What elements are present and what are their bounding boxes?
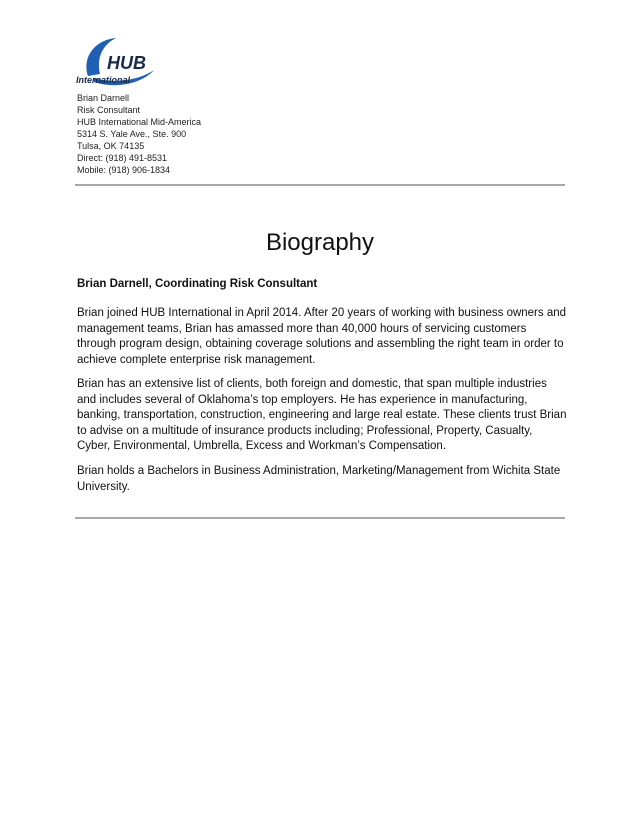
- contact-name: Brian Darnell: [77, 93, 130, 103]
- contact-city: Tulsa, OK 74135: [77, 141, 145, 151]
- bio-paragraph: Brian has an extensive list of clients, both foreign and domestic, that span multiple industries and includes several of Oklahoma’s top employers. He has experience in manufacturing, banking, transportation, construction, engineering and large real estate. These clients trust Brian to advise on a multitude of insurance products including; Professional, Property, Casualty, Cyber, Environmental, Umbrella, Excess and Workman’s Compensation.: [77, 378, 567, 452]
- contact-address: 5314 S. Yale Ave., Ste. 900: [77, 129, 187, 139]
- contact-company: HUB International Mid-America: [77, 117, 202, 127]
- logo-international-text: International: [76, 75, 131, 85]
- page-title: [0, 228, 638, 258]
- bio-paragraph: Brian joined HUB International in April 2014. After 20 years of working with business owners and management teams, Brian has amassed more than 40,000 hours of servicing customers through program design, obtaining coverage solutions and assembling the right team in order to achieve complete enterprise risk management.: [77, 307, 567, 366]
- hub-international-logo: [74, 36, 158, 90]
- top-divider: [75, 184, 565, 186]
- hub-logo-icon: [74, 36, 158, 90]
- bottom-divider: [75, 517, 565, 519]
- contact-block: [77, 92, 201, 176]
- contact-title: Risk Consultant: [77, 105, 141, 115]
- contact-direct-phone: Direct: (918) 491-8531: [77, 153, 168, 163]
- page-title-text: Biography: [265, 229, 375, 256]
- bio-paragraph: Brian holds a Bachelors in Business Administration, Marketing/Management from Wichita State University.: [77, 465, 561, 493]
- contact-mobile-phone: Mobile: (918) 906-1834: [77, 165, 171, 175]
- bio-subheading: Brian Darnell, Coordinating Risk Consultant: [77, 278, 318, 290]
- logo-hub-text: HUB: [107, 53, 146, 73]
